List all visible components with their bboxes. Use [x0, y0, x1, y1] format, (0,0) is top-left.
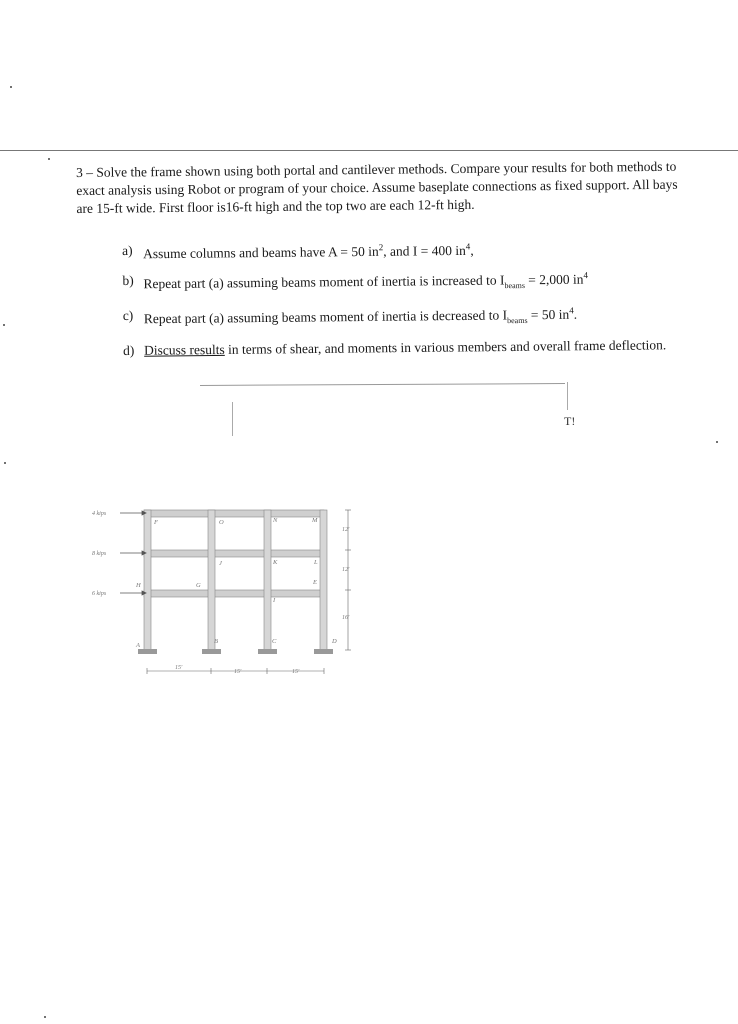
- part-d-underlined: Discuss results: [144, 341, 225, 358]
- support-c: [258, 649, 277, 654]
- part-b-exp: 4: [583, 269, 588, 280]
- span-label: 15': [234, 669, 242, 675]
- node-label: C: [272, 638, 277, 645]
- frame-beams: [144, 510, 324, 597]
- support-a: [138, 649, 157, 654]
- span-label: 15': [292, 669, 300, 675]
- part-letter: b): [122, 272, 134, 288]
- roof-beam: [144, 510, 324, 517]
- part-d: [123, 336, 683, 359]
- node-label: M: [312, 517, 318, 524]
- part-c-text-3: .: [573, 306, 578, 322]
- part-c: [123, 301, 683, 333]
- part-b: [122, 266, 682, 298]
- part-letter: d): [123, 342, 135, 358]
- part-a-text-1: Assume columns and beams have A = 50 in: [143, 243, 379, 262]
- node-label: E: [313, 579, 317, 586]
- node-label: D: [332, 638, 337, 645]
- part-a-exp-1: 2: [378, 242, 384, 253]
- problem-parts: [122, 236, 683, 368]
- scan-dot: [3, 324, 5, 326]
- part-a-text-2: , and I = 400 in: [383, 242, 466, 259]
- node-label: F: [154, 519, 158, 526]
- scan-dot: [716, 441, 718, 443]
- span-label: 15': [175, 665, 183, 671]
- part-c-text-1: Repeat part (a) assuming beams moment of inertia is decreased to I: [143, 307, 508, 326]
- load-label-middle: 8 kips: [92, 551, 107, 557]
- support-d: [314, 649, 333, 654]
- span-labels: [175, 665, 300, 675]
- scan-vline: [567, 382, 568, 410]
- part-a: [122, 236, 682, 262]
- part-text: [144, 301, 683, 333]
- node-label: N: [273, 517, 278, 524]
- scan-rule-top: [0, 150, 738, 151]
- part-a-text-3: ,: [470, 242, 474, 258]
- column-line-b: [208, 510, 215, 650]
- stray-mark: T!: [564, 414, 576, 428]
- height-label: 12': [342, 567, 350, 573]
- part-c-text-2: = 50 in: [527, 306, 570, 322]
- part-letter: c): [122, 307, 134, 323]
- height-label: 12': [342, 527, 350, 533]
- load-label-bottom: 6 kips: [92, 591, 107, 597]
- support-b: [202, 649, 221, 654]
- load-label-top: 4 kips: [92, 511, 107, 517]
- node-label: L: [314, 559, 318, 566]
- fixed-supports: [138, 649, 333, 654]
- node-label: O: [219, 519, 224, 526]
- part-b-text-2: = 2,000 in: [524, 271, 584, 287]
- column-line-d: [320, 510, 327, 650]
- part-c-exp: 4: [569, 304, 574, 316]
- part-text: [143, 236, 682, 262]
- part-b-text-1: Repeat part (a) assuming beams moment of inertia is increased to I: [143, 271, 505, 291]
- problem-statement: [76, 158, 695, 218]
- load-arrows: [120, 511, 146, 595]
- node-label: J: [219, 560, 222, 567]
- scan-line: [200, 383, 565, 386]
- height-label: 16': [342, 615, 350, 621]
- part-d-text: in terms of shear, and moments in various members and overall frame deflection.: [224, 337, 667, 357]
- load-labels: [92, 510, 107, 597]
- part-b-subscript: beams: [504, 280, 525, 290]
- node-label: B: [214, 638, 218, 645]
- problem-number: 3 –: [76, 164, 94, 180]
- node-label: I: [273, 597, 276, 604]
- node-labels: [135, 517, 337, 649]
- scan-dot: [48, 158, 50, 160]
- frame-figure: [80, 495, 360, 685]
- third-floor-beam: [144, 550, 324, 557]
- node-label: G: [196, 582, 201, 589]
- scan-vline: [232, 402, 233, 436]
- node-label: A: [136, 642, 140, 649]
- part-text: [144, 336, 683, 359]
- part-text: [143, 266, 682, 298]
- scan-dot: [10, 86, 12, 88]
- scan-dot: [44, 1016, 46, 1018]
- part-a-exp-2: 4: [465, 241, 471, 252]
- part-letter: a): [122, 242, 133, 258]
- column-line-a: [144, 510, 151, 650]
- node-label: K: [273, 559, 278, 566]
- part-c-subscript: beams: [507, 315, 528, 325]
- column-line-c: [264, 510, 271, 650]
- scan-dot: [4, 462, 6, 464]
- height-labels: [342, 527, 350, 621]
- node-label: H: [136, 582, 141, 589]
- frame-columns: [144, 510, 327, 650]
- problem-text: Solve the frame shown using both portal and cantilever methods. Compare your results for both methods to exact analysis using Robot or program of your choice. Assume baseplate connections as fixed support. All bays are 15-ft wide. First floor is16-ft high and the top two are each 12-ft high.: [76, 158, 678, 216]
- second-floor-beam: [144, 590, 324, 597]
